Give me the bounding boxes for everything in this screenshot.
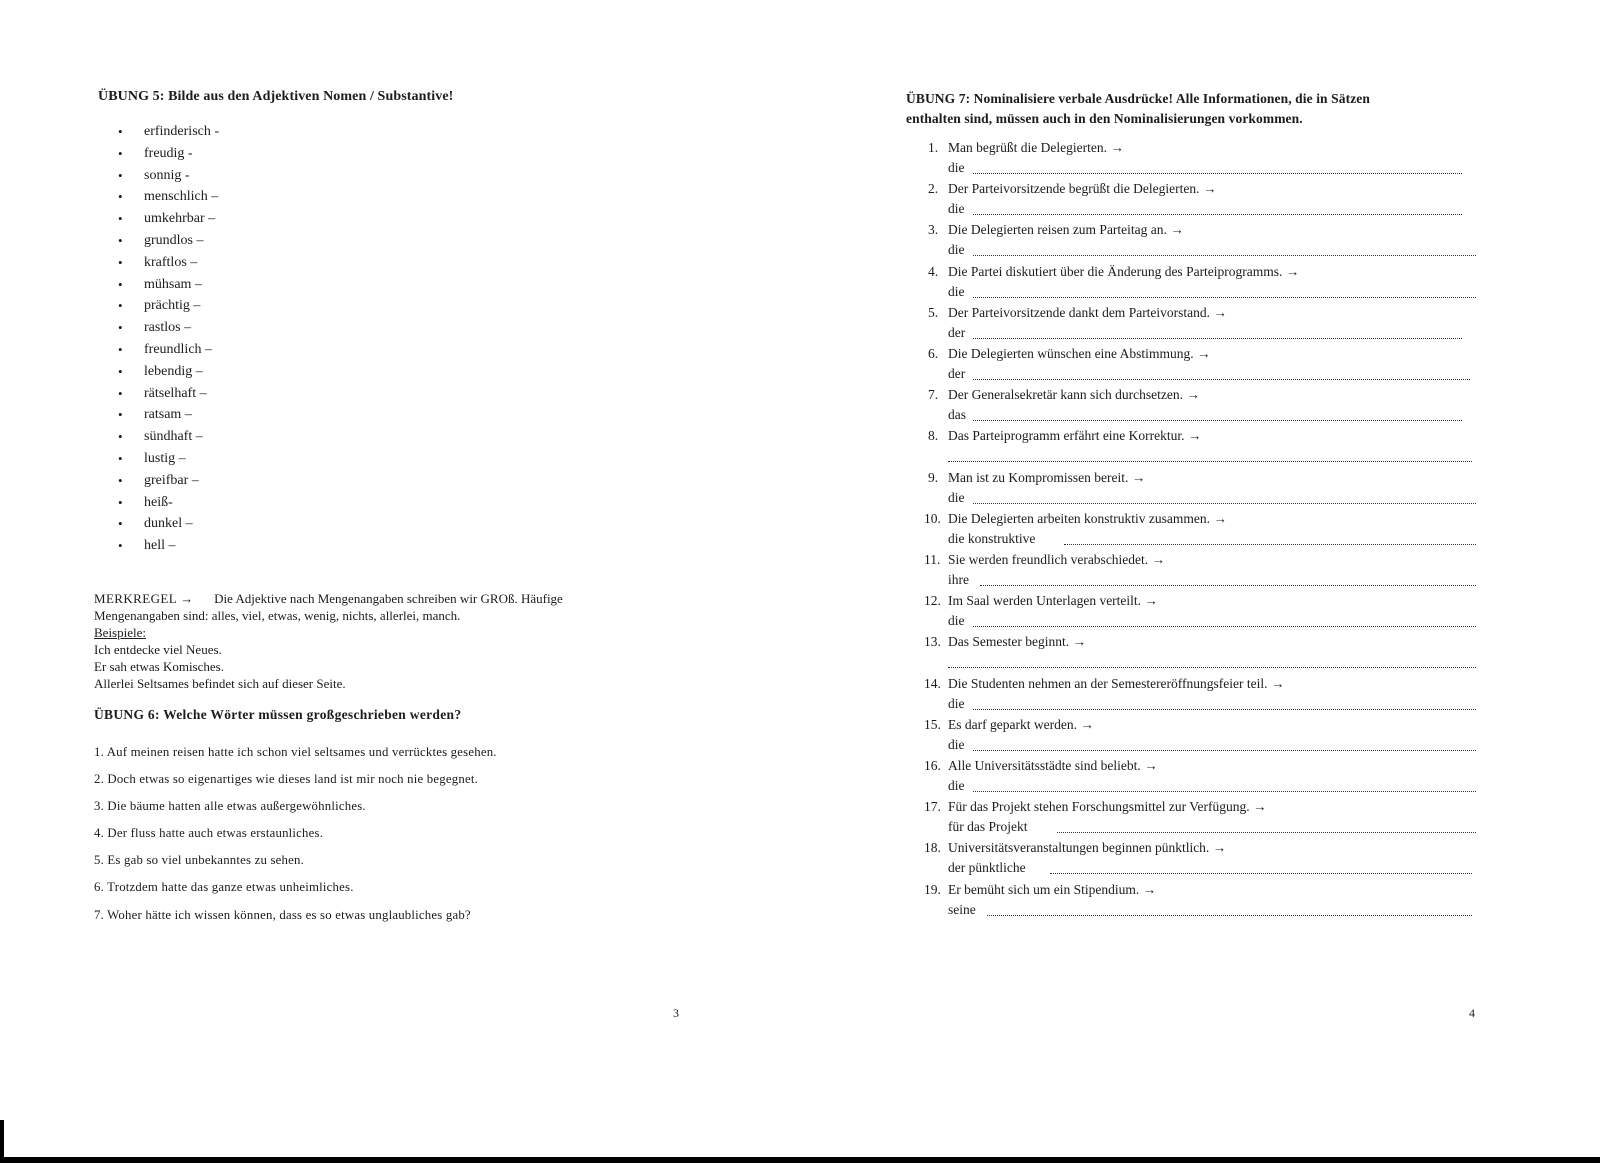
- exercise7-number: 15.: [924, 716, 941, 732]
- exercise7-sentence-text: Es darf geparkt werden. →: [948, 716, 1094, 732]
- exercise7-number: 14.: [924, 675, 941, 691]
- exercise7-number: 1.: [928, 140, 939, 155]
- example-3: Allerlei Seltsames befindet sich auf dieser Seite.: [94, 676, 346, 691]
- exercise7-answer-prefix: die: [948, 201, 965, 217]
- answer-blank-line[interactable]: [973, 379, 1470, 380]
- exercise7-sentence: [924, 840, 1226, 856]
- exercise7-number: 8.: [928, 428, 939, 444]
- answer-blank-line[interactable]: [973, 750, 1476, 751]
- adjective-item: • hell –: [118, 535, 219, 557]
- exercise7-number: 5.: [928, 304, 939, 320]
- adjective-item: • ratsam –: [118, 404, 219, 426]
- exercise7-title: [906, 89, 1506, 129]
- exercise7-sentence-text: Die Delegierten reisen zum Parteitag an. →: [948, 222, 1184, 238]
- exercise6-sentence-5: 5. Es gab so viel unbekanntes zu sehen.: [94, 853, 305, 867]
- scan-edge-bottom: [0, 1157, 1600, 1163]
- adjective-item: • freundlich –: [118, 339, 219, 361]
- exercise7-number: 3.: [928, 222, 939, 238]
- exercise7-number: 19.: [924, 881, 941, 897]
- answer-blank-line[interactable]: [973, 709, 1476, 710]
- exercise7-number: 11.: [924, 552, 941, 567]
- adjective-item: • rastlos –: [118, 317, 219, 339]
- page-number-left: 3: [673, 1006, 679, 1020]
- answer-blank-line[interactable]: [973, 297, 1476, 298]
- adjective-item: • lustig –: [118, 448, 219, 470]
- exercise7-sentence-text: Das Parteiprogramm erfährt eine Korrektur. →: [948, 428, 1202, 444]
- exercise7-answer-prefix: die konstruktive: [948, 530, 1036, 546]
- adjective-item: • kraftlos –: [118, 252, 219, 274]
- exercise7-sentence: [928, 222, 1184, 238]
- merkregel-heading: MERKREGEL →: [94, 591, 194, 606]
- exercise7-sentence-text: Im Saal werden Unterlagen verteilt. →: [948, 593, 1158, 609]
- page-number-right: 4: [1469, 1006, 1475, 1020]
- exercise6-sentence-6: 6. Trotzdem hatte das ganze etwas unheimliches.: [94, 880, 354, 894]
- exercise7-answer-prefix: die: [948, 736, 965, 752]
- example-1: Ich entdecke viel Neues.: [94, 642, 222, 657]
- answer-blank-line[interactable]: [948, 461, 1472, 462]
- exercise7-answer-prefix: für das Projekt: [948, 819, 1028, 835]
- examples-label: Beispiele:: [94, 625, 146, 640]
- exercise7-sentence: [928, 470, 1145, 486]
- exercise7-number: 10.: [924, 510, 941, 526]
- exercise7-answer-prefix: der: [948, 324, 966, 340]
- exercise7-sentence-text: Die Partei diskutiert über die Änderung des Parteiprogramms. →: [948, 263, 1300, 279]
- exercise7-sentence: [928, 346, 1210, 362]
- exercise7-sentence-text: Das Semester beginnt. →: [948, 634, 1086, 650]
- exercise7-sentence: [924, 717, 1094, 733]
- exercise7-answer-prefix: die: [948, 489, 965, 505]
- answer-blank-line[interactable]: [973, 626, 1476, 627]
- answer-blank-line[interactable]: [1064, 544, 1476, 545]
- exercise7-sentence: [928, 140, 1124, 156]
- exercise6-sentence-1: 1. Auf meinen reisen hatte ich schon viel seltsames und verrücktes gesehen.: [94, 745, 497, 759]
- example-2: Er sah etwas Komisches.: [94, 659, 224, 674]
- exercise7-sentence: [924, 552, 1165, 568]
- exercise7-sentence-text: Man ist zu Kompromissen bereit. →: [948, 469, 1146, 485]
- adjective-item: • sündhaft –: [118, 426, 219, 448]
- exercise7-number: 17.: [924, 799, 941, 815]
- right-page: [800, 0, 1600, 1163]
- exercise7-sentence: [924, 758, 1158, 774]
- exercise7-sentence-text: Er bemüht sich um ein Stipendium. →: [948, 881, 1157, 897]
- answer-blank-line[interactable]: [973, 338, 1462, 339]
- exercise7-sentence-text: Der Parteivorsitzende dankt dem Parteivorstand. →: [948, 304, 1227, 320]
- exercise7-sentence-text: Die Studenten nehmen an der Semestereröffnungsfeier teil. →: [948, 675, 1285, 691]
- exercise7-number: 2.: [928, 181, 939, 197]
- exercise7-sentence: [928, 305, 1227, 321]
- adjective-list: [118, 121, 219, 557]
- answer-blank-line[interactable]: [948, 667, 1476, 668]
- exercise7-sentence-text: Der Generalsekretär kann sich durchsetzen. →: [948, 387, 1200, 403]
- answer-blank-line[interactable]: [987, 915, 1472, 916]
- exercise7-sentence: [928, 428, 1201, 444]
- exercise7-number: 6.: [928, 346, 939, 361]
- exercise6-sentence-7: 7. Woher hätte ich wissen können, dass es so etwas unglaubliches gab?: [94, 908, 471, 922]
- exercise6-sentence-3: 3. Die bäume hatten alle etwas außergewöhnliches.: [94, 799, 366, 813]
- exercise7-sentence-text: Für das Projekt stehen Forschungsmittel zur Verfügung. →: [948, 799, 1267, 815]
- merkregel-box: [94, 590, 654, 692]
- exercise7-answer-prefix: ihre: [948, 572, 969, 587]
- exercise7-sentence: [928, 387, 1200, 403]
- answer-blank-line[interactable]: [1050, 873, 1472, 874]
- answer-blank-line[interactable]: [973, 503, 1476, 504]
- adjective-item: • prächtig –: [118, 295, 219, 317]
- exercise7-answer-prefix: der pünktliche: [948, 860, 1026, 876]
- exercise7-sentence-text: Die Delegierten wünschen eine Abstimmung. →: [948, 346, 1211, 361]
- adjective-item: • greifbar –: [118, 470, 219, 492]
- exercise7-title-line1: ÜBUNG 7: Nominalisiere verbale Ausdrücke! Alle Informationen, die in Sätzen: [906, 91, 1370, 106]
- exercise7-sentence-text: Sie werden freundlich verabschiedet. →: [948, 552, 1166, 567]
- exercise7-answer-prefix: das: [948, 407, 966, 423]
- exercise7-sentence: [924, 634, 1086, 650]
- exercise7-sentence-text: Universitätsveranstaltungen beginnen pünktlich. →: [948, 840, 1227, 856]
- adjective-item: • rätselhaft –: [118, 383, 219, 405]
- exercise6-sentence-4: 4. Der fluss hatte auch etwas erstaunliches.: [94, 826, 324, 840]
- answer-blank-line[interactable]: [973, 214, 1462, 215]
- exercise7-sentence: [924, 882, 1156, 898]
- adjective-item: • dunkel –: [118, 513, 219, 535]
- adjective-item: • freudig -: [118, 143, 219, 165]
- exercise7-answer-prefix: die: [948, 613, 965, 629]
- merkregel-line1: Die Adjektive nach Mengenangaben schreiben wir GROß. Häufige: [214, 591, 563, 606]
- exercise7-sentence-text: Man begrüßt die Delegierten. →: [948, 140, 1124, 155]
- exercise7-sentence-text: Die Delegierten arbeiten konstruktiv zusammen. →: [948, 510, 1227, 526]
- answer-blank-line[interactable]: [1057, 832, 1476, 833]
- exercise5-title: ÜBUNG 5: Bilde aus den Adjektiven Nomen / Substantive!: [98, 89, 454, 104]
- exercise7-sentence: [924, 799, 1266, 815]
- exercise7-answer-prefix: die: [948, 242, 965, 258]
- exercise7-sentence: [924, 511, 1227, 527]
- adjective-item: • erfinderisch -: [118, 121, 219, 143]
- exercise7-answer-prefix: die: [948, 160, 965, 175]
- answer-blank-line[interactable]: [973, 173, 1462, 174]
- exercise7-sentence: [924, 593, 1158, 609]
- exercise7-answer-prefix: die: [948, 778, 965, 793]
- merkregel-line2: Mengenangaben sind: alles, viel, etwas, wenig, nichts, allerlei, manch.: [94, 608, 461, 623]
- adjective-item: • umkehrbar –: [118, 208, 219, 230]
- exercise7-sentence: [924, 676, 1284, 692]
- exercise7-number: 18.: [924, 840, 941, 856]
- adjective-item: • heiß-: [118, 492, 219, 514]
- exercise7-number: 16.: [924, 758, 941, 773]
- exercise7-answer-prefix: die: [948, 283, 965, 299]
- exercise7-number: 12.: [924, 593, 941, 609]
- adjective-item: • mühsam –: [118, 274, 219, 296]
- exercise7-title-line2: enthalten sind, müssen auch in den Nominalisierungen vorkommen.: [906, 111, 1303, 126]
- answer-blank-line[interactable]: [973, 791, 1476, 792]
- exercise7-answer-prefix: die: [948, 695, 965, 711]
- exercise7-sentence: [928, 264, 1299, 280]
- adjective-item: • menschlich –: [118, 186, 219, 208]
- exercise7-sentence: [928, 181, 1216, 197]
- answer-blank-line[interactable]: [980, 585, 1476, 586]
- exercise7-number: 4.: [928, 263, 939, 279]
- answer-blank-line[interactable]: [973, 255, 1476, 256]
- exercise6-title: ÜBUNG 6: Welche Wörter müssen großgeschrieben werden?: [94, 707, 462, 722]
- exercise7-sentence-text: Der Parteivorsitzende begrüßt die Delegierten. →: [948, 181, 1217, 197]
- exercise7-number: 13.: [924, 634, 941, 650]
- exercise7-answer-prefix: seine: [948, 901, 976, 917]
- adjective-item: • grundlos –: [118, 230, 219, 252]
- adjective-item: • sonnig -: [118, 165, 219, 187]
- exercise7-sentence-text: Alle Universitätsstädte sind beliebt. →: [948, 758, 1158, 773]
- exercise7-number: 7.: [928, 387, 939, 403]
- exercise6-sentence-2: 2. Doch etwas so eigenartiges wie dieses land ist mir noch nie begegnet.: [94, 772, 478, 786]
- exercise7-number: 9.: [928, 469, 939, 485]
- exercise7-answer-prefix: der: [948, 366, 966, 381]
- answer-blank-line[interactable]: [973, 420, 1462, 421]
- adjective-item: • lebendig –: [118, 361, 219, 383]
